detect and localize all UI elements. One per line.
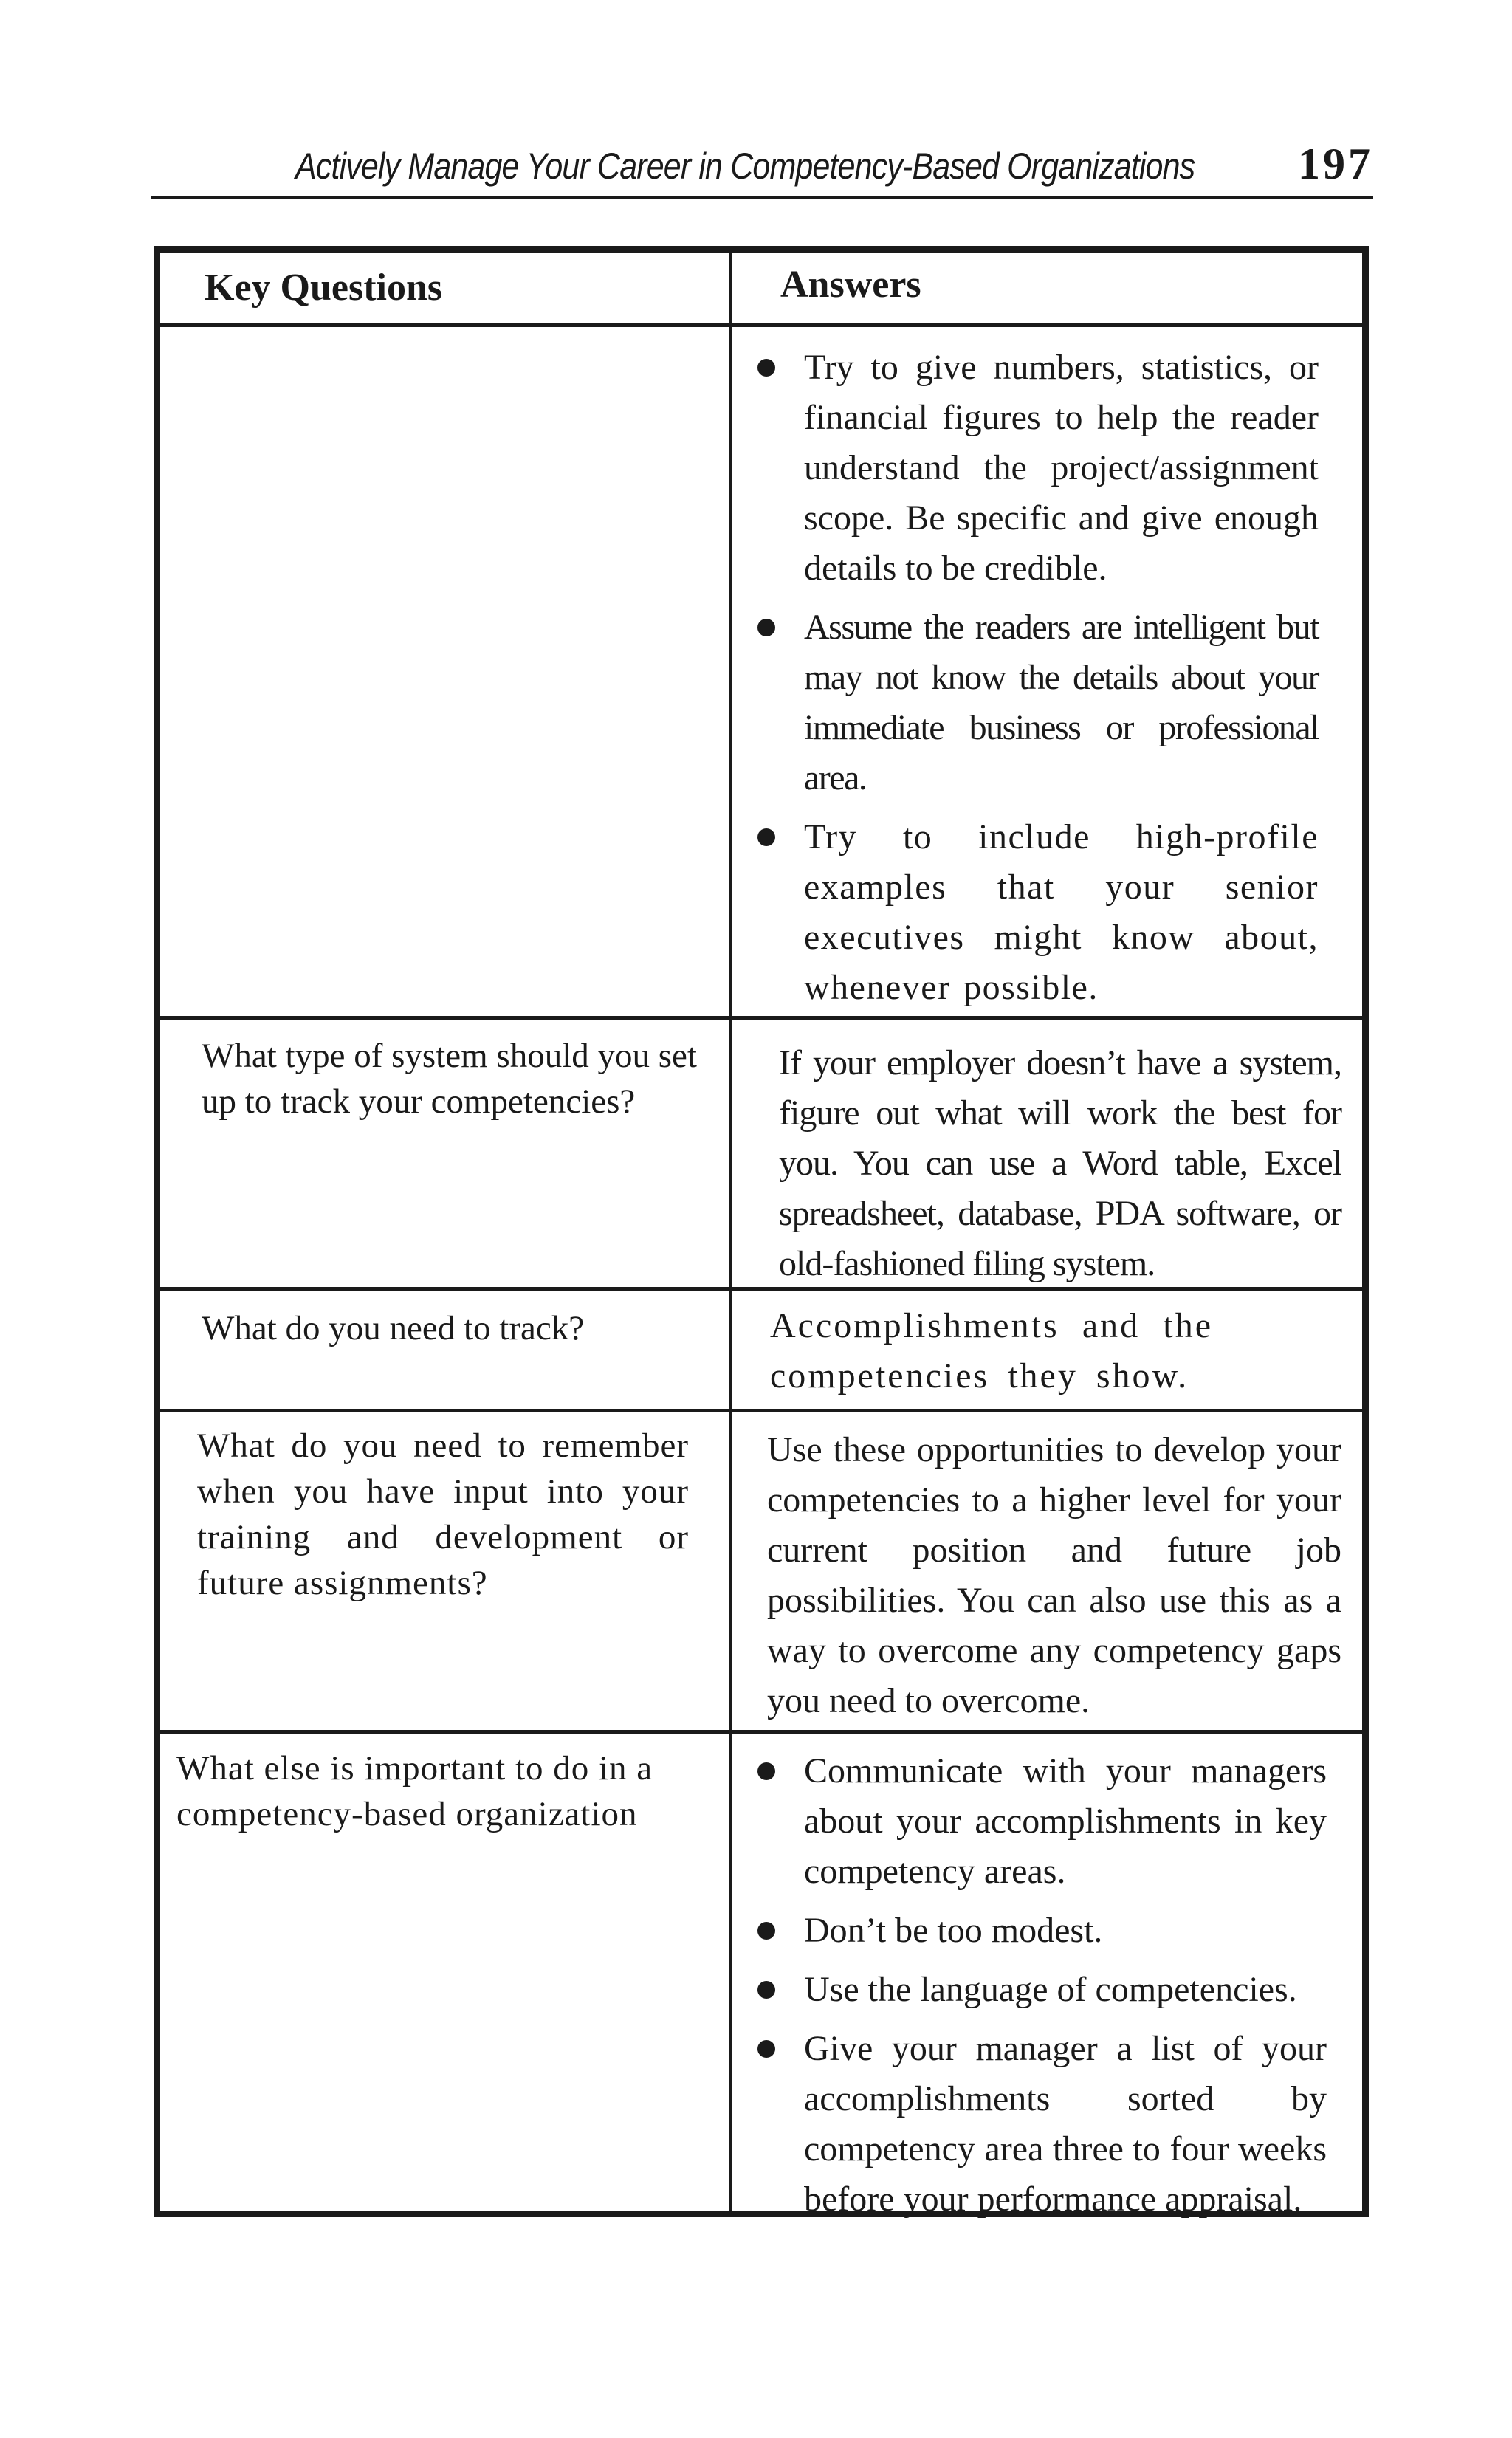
bullet-icon bbox=[757, 1762, 775, 1780]
list-item: Don’t be too modest. bbox=[753, 1906, 1327, 1956]
header-row-line bbox=[160, 323, 1362, 327]
list-item: Use the language of competencies. bbox=[753, 1965, 1327, 2015]
table-row-3-question: What do you need to track? bbox=[202, 1309, 585, 1347]
list-item: Give your manager a list of your accomplishments sorted by competency area three to four weeks before your performance appraisal. bbox=[753, 2024, 1327, 2225]
list-item: Try to give numbers, statistics, or financial figures to help the reader understand the project/assignment scope. Be specific and give enough details to be credible. bbox=[753, 343, 1319, 594]
header-answers: Answers bbox=[780, 264, 921, 306]
header-key-questions: Key Questions bbox=[205, 267, 443, 309]
row-line bbox=[160, 1287, 1362, 1291]
table-row-1-answer bbox=[753, 343, 1319, 1022]
bullet-icon bbox=[757, 828, 775, 846]
running-head-title: Actively Manage Your Career in Competency-Based Organizations bbox=[295, 145, 1195, 187]
running-head bbox=[151, 137, 1373, 199]
row-line bbox=[160, 1730, 1362, 1734]
table-row-3-answer: Accomplishments and the competencies they show. bbox=[770, 1306, 1213, 1395]
table-row-4-question: What do you need to remember when you have input into your training and development or future assignments? bbox=[197, 1426, 689, 1602]
table-row-4-answer: Use these opportunities to develop your competencies to a higher level for your current position and future job possibilities. You can also use this as a way to overcome any competency gaps you need to overcome. bbox=[767, 1430, 1341, 1720]
list-item: Assume the readers are intelligent but may not know the details about your immediate business or professional area. bbox=[753, 602, 1319, 803]
table-row-5-question: What else is important to do in a competency-based organization bbox=[176, 1749, 653, 1833]
row-line bbox=[160, 1409, 1362, 1412]
list-item: Try to include high-profile examples that your senior executives might know about, whenever possible. bbox=[753, 812, 1319, 1013]
page-number: 197 bbox=[1298, 140, 1373, 188]
bullet-icon bbox=[757, 359, 775, 377]
bullet-icon bbox=[757, 1981, 775, 1999]
key-questions-table bbox=[154, 246, 1369, 2217]
table-row-5-answer bbox=[753, 1746, 1327, 2233]
bullet-icon bbox=[757, 619, 775, 636]
bullet-icon bbox=[757, 1922, 775, 1940]
column-divider bbox=[729, 253, 732, 2211]
list-item: Communicate with your managers about your accomplishments in key competency areas. bbox=[753, 1746, 1327, 1897]
table-row-2-answer: If your employer doesn’t have a system, figure out what will work the best for you. You can use a Word table, Excel spreadsheet, database, PDA software, or old-fashioned filing system. bbox=[779, 1043, 1341, 1283]
table-row-2-question: What type of system should you set up to track your competencies? bbox=[202, 1037, 697, 1121]
row-line bbox=[160, 1016, 1362, 1020]
bullet-icon bbox=[757, 2040, 775, 2058]
